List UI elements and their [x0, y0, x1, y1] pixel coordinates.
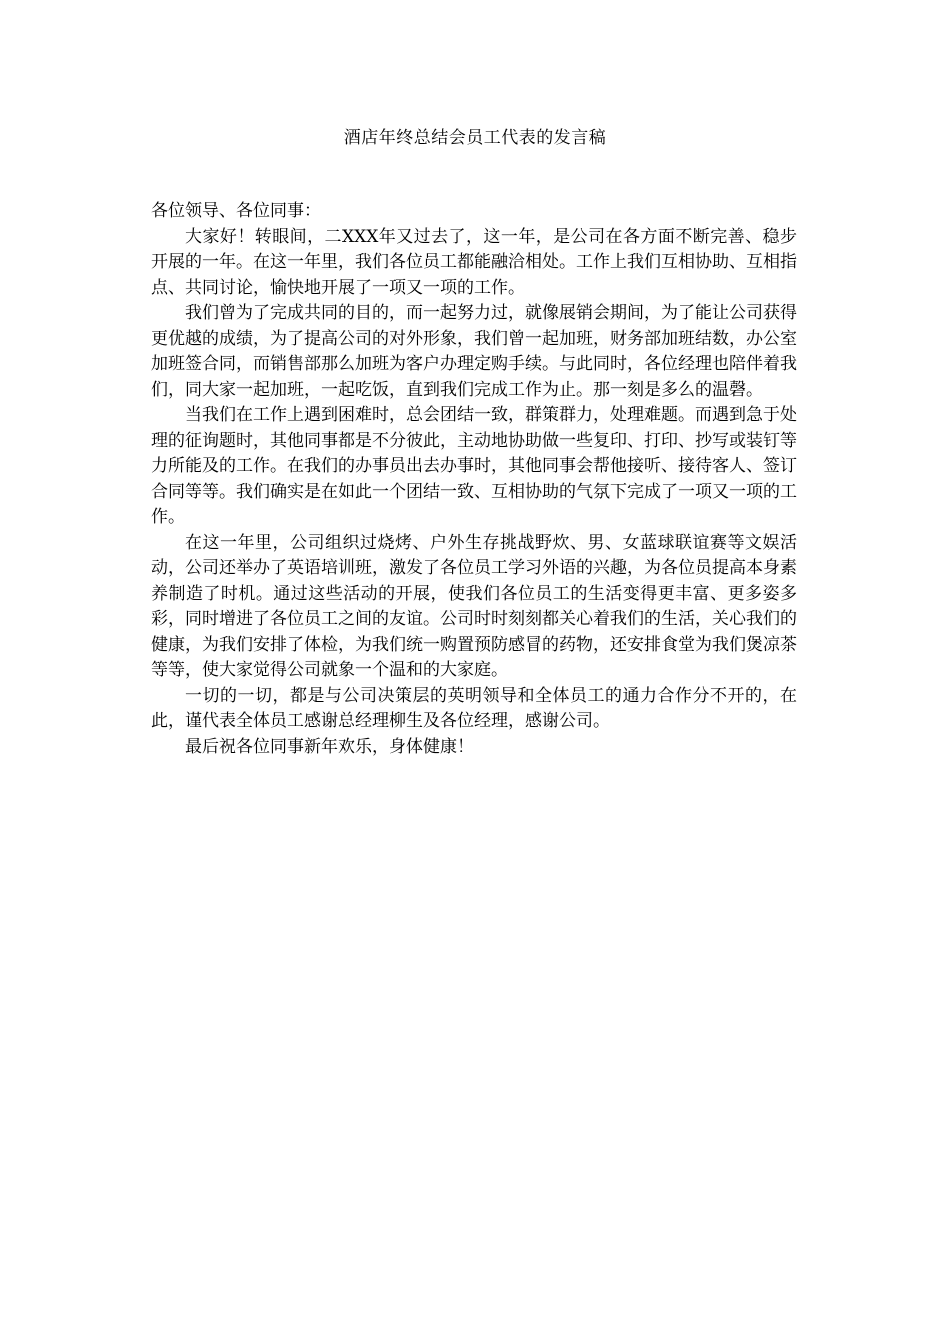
salutation: 各位领导、各位同事：: [151, 201, 321, 221]
document-body: [151, 199, 797, 760]
paragraph-5: 一切的一切，都是与公司决策层的英明领导和全体员工的通力合作分不开的，在此，谨代表全体员工感谢总经理柳生及各位经理，感谢公司。: [151, 685, 797, 731]
document-title: 酒店年终总结会员工代表的发言稿: [343, 128, 607, 148]
paragraph-4: 在这一年里，公司组织过烧烤、户外生存挑战野炊、男、女蓝球联谊赛等文娱活动，公司还举办了英语培训班，激发了各位员工学习外语的兴趣，为各位员提高本身素养制造了时机。通过这些活动的开展，使我们各位员工的生活变得更丰富、更多姿多彩，同时增进了各位员工之间的友谊。公司时时刻刻都关心着我们的生活，关心我们的健康，为我们安排了体检，为我们统一购置预防感冒的药物，还安排食堂为我们煲凉茶等等，使大家觉得公司就象一个温和的大家庭。: [151, 532, 797, 680]
paragraph-1: 大家好！转眼间，二XXX年又过去了，这一年，是公司在各方面不断完善、稳步开展的一年。在这一年里，我们各位员工都能融洽相处。工作上我们互相协助、互相指点、共同讨论，愉快地开展了一项又一项的工作。: [151, 226, 797, 298]
paragraph-2: 我们曾为了完成共同的目的，而一起努力过，就像展销会期间，为了能让公司获得更优越的成绩，为了提高公司的对外形象，我们曾一起加班，财务部加班结数，办公室加班签合同，而销售部那么加班为客户办理定购手续。与此同时，各位经理也陪伴着我们，同大家一起加班，一起吃饭，直到我们完成工作为止。那一刻是多么的温磬。: [151, 303, 797, 400]
paragraph-6: 最后祝各位同事新年欢乐，身体健康！: [185, 736, 474, 757]
paragraph-3: 当我们在工作上遇到困难时，总会团结一致，群策群力，处理难题。而遇到急于处理的征询题时，其他同事都是不分彼此，主动地协助做一些复印、打印、抄写或装钉等力所能及的工作。在我们的办事员出去办事时，其他同事会帮他接听、接待客人、签订合同等等。我们确实是在如此一个团结一致、互相协助的气氛下完成了一项又一项的工作。: [151, 405, 797, 527]
